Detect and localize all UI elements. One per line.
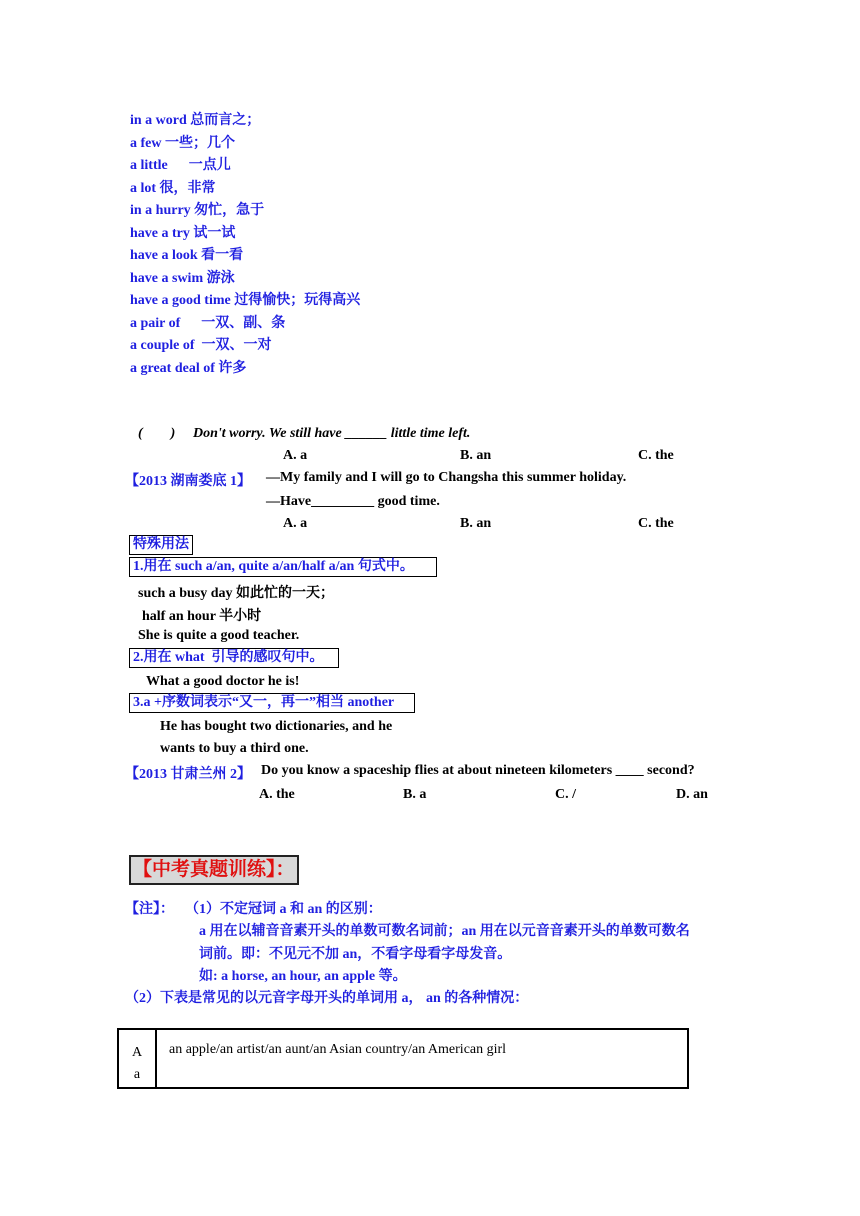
note-text: 如: a horse, an hour, an apple 等。 <box>199 969 407 984</box>
table-letter-cell <box>118 1029 156 1088</box>
phrase-item: a pair of 一双、副、条 <box>130 316 286 331</box>
option-c: C. / <box>555 787 576 802</box>
rule-heading: 3.a +序数词表示“又一，再一”相当 another <box>129 693 415 713</box>
option-a: A. a <box>283 516 308 531</box>
example-sentence: He has bought two dictionaries, and he <box>160 719 393 734</box>
phrase-item: have a look 看一看 <box>130 248 244 263</box>
phrase-item: have a good time 过得愉快；玩得高兴 <box>130 293 361 308</box>
example-sentence: She is quite a good teacher. <box>138 628 300 643</box>
phrase-item: a few 一些；几个 <box>130 136 235 151</box>
phrase-item: in a word 总而言之； <box>130 113 261 128</box>
question-stem: Do you know a spaceship flies at about nineteen kilometers ____ second? <box>261 763 695 778</box>
phrase-item: have a try 试一试 <box>130 226 236 241</box>
option-b: B. an <box>460 448 492 463</box>
option-b: B. an <box>460 516 492 531</box>
option-c: C. the <box>638 516 674 531</box>
option-b: B. a <box>403 787 427 802</box>
exam-source-tag: 【2013 湖南娄底 1】 <box>125 474 251 489</box>
example-sentence: wants to buy a third one. <box>160 741 309 756</box>
answer-paren: ( ) <box>138 426 176 441</box>
note-heading: （2）下表是常见的以元音字母开头的单词用 a， an 的各种情况： <box>125 991 529 1006</box>
letter-lower: a <box>133 1067 141 1082</box>
phrase-item: a little 一点儿 <box>130 158 231 173</box>
table-content-cell: an apple/an artist/an aunt/an Asian country/an American girl <box>156 1029 688 1088</box>
exam-source-tag: 【2013 甘肃兰州 2】 <box>125 767 251 782</box>
phrase-item: have a swim 游泳 <box>130 271 235 286</box>
note-tag: 【注】： <box>125 902 174 917</box>
question-stem: Don't worry. We still have ______ little time left. <box>193 426 471 441</box>
example-sentence: half an hour 半小时 <box>142 609 262 624</box>
dialogue-line: —Have_________ good time. <box>266 494 440 509</box>
phrase-item: a lot 很，非常 <box>130 181 216 196</box>
option-d: D. an <box>676 787 708 802</box>
example-sentence: such a busy day 如此忙的一天； <box>138 586 335 601</box>
note-heading: （1）不定冠词 a 和 an 的区别： <box>185 902 382 917</box>
note-text: a 用在以辅音音素开头的单数可数名词前；an 用在以元音音素开头的单数可数名 <box>199 924 690 939</box>
option-a: A. the <box>259 787 295 802</box>
table-row <box>118 1029 688 1088</box>
option-a: A. a <box>283 448 308 463</box>
option-c: C. the <box>638 448 674 463</box>
rule-heading: 1.用在 such a/an, quite a/an/half a/an 句式中。 <box>129 557 437 577</box>
dialogue-line: —My family and I will go to Changsha this summer holiday. <box>266 470 627 485</box>
section-heading: 特殊用法 <box>129 535 193 555</box>
example-sentence: What a good doctor he is! <box>146 674 300 689</box>
phrase-item: in a hurry 匆忙，急于 <box>130 203 265 218</box>
article-usage-table <box>117 1028 689 1089</box>
exam-section-title: 【中考真题训练】： <box>129 855 299 885</box>
letter-upper: A <box>131 1045 143 1060</box>
phrase-item: a great deal of 许多 <box>130 361 247 376</box>
rule-heading: 2.用在 what 引导的感叹句中。 <box>129 648 339 668</box>
phrase-item: a couple of 一双、一对 <box>130 338 272 353</box>
note-text: 词前。即：不见元不加 an，不看字母看字母发音。 <box>199 947 512 962</box>
